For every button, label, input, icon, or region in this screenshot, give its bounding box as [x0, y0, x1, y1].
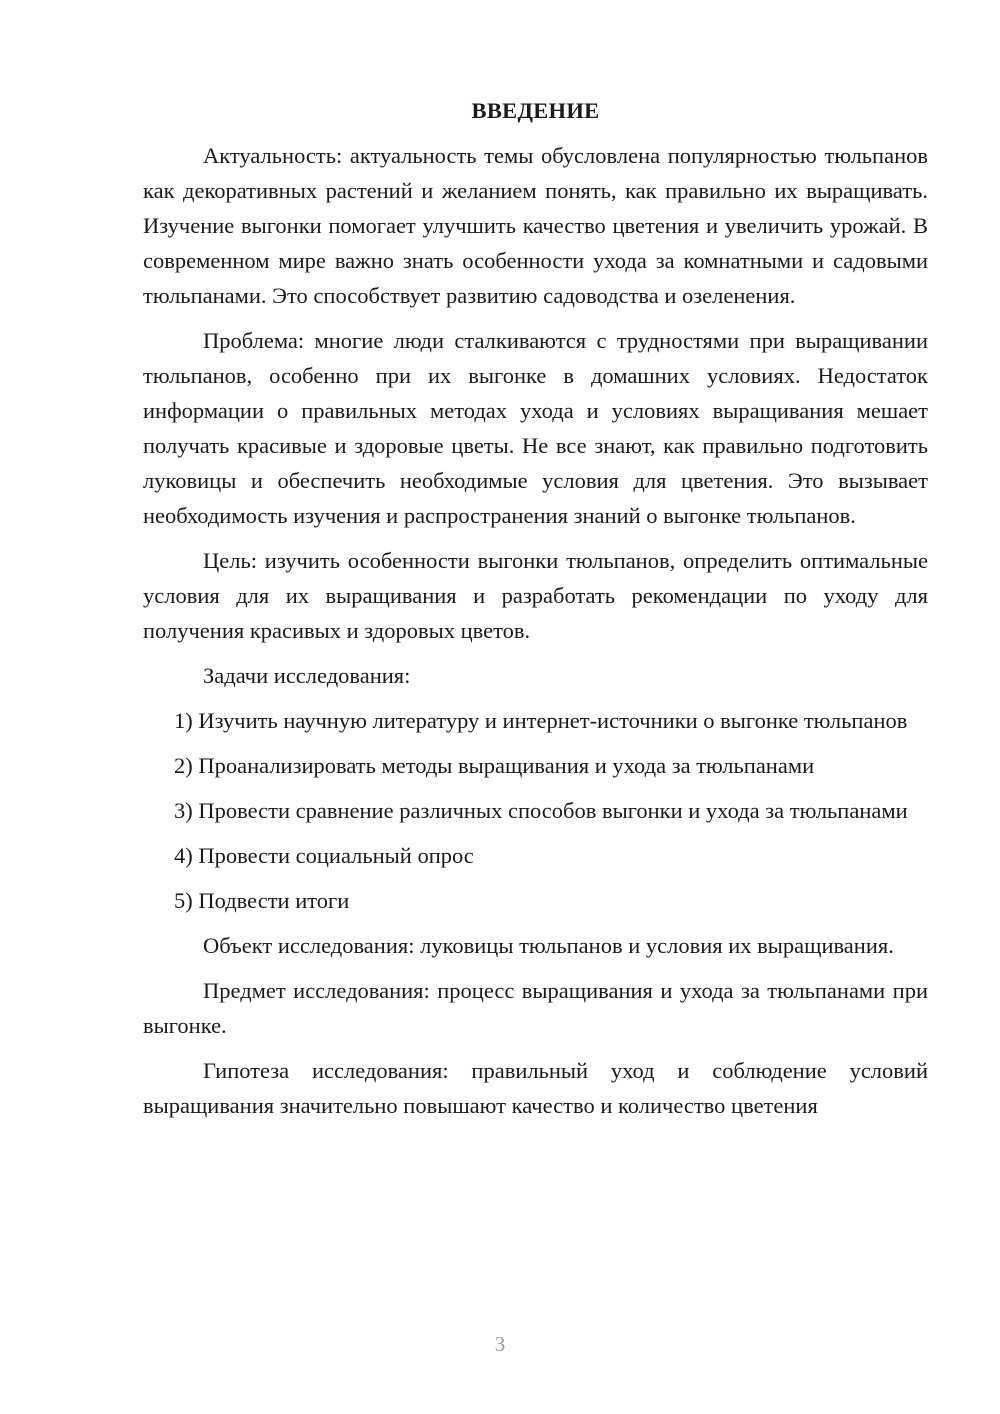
paragraph-tasks-heading: Задачи исследования:: [203, 663, 411, 688]
paragraph-hypothesis: Гипотеза исследования: правильный уход и соблюдение условий выращивания значительно повышают качество и количество цветения: [143, 1058, 928, 1118]
page-content: [143, 93, 928, 1133]
list-item: 5) Подвести итоги: [174, 888, 350, 913]
tasks-list: [143, 703, 928, 918]
paragraph-relevance: Актуальность: актуальность темы обусловлена популярностью тюльпанов как декоративных растений и желанием понять, как правильно их выращивать. Изучение выгонки помогает улучшить качество цветения и увеличить урожай. В современном мире важно знать особенности ухода за комнатными и садовыми тюльпанами. Это способствует развитию садоводства и озеленения.: [143, 143, 928, 308]
paragraph-subject: Предмет исследования: процесс выращивания и ухода за тюльпанами при выгонке.: [143, 978, 928, 1038]
paragraph-problem: Проблема: многие люди сталкиваются с трудностями при выращивании тюльпанов, особенно при их выгонке в домашних условиях. Недостаток информации о правильных методах ухода и условиях выращивания мешает получать красивые и здоровые цветы. Не все знают, как правильно подготовить луковицы и обеспечить необходимые условия для цветения. Это вызывает необходимость изучения и распространения знаний о выгонке тюльпанов.: [143, 328, 928, 528]
list-item: 3) Провести сравнение различных способов выгонки и ухода за тюльпанами: [174, 798, 908, 823]
page-number: 3: [494, 1332, 506, 1356]
list-item: 1) Изучить научную литературу и интернет-источники о выгонке тюльпанов: [174, 708, 908, 733]
paragraph-object: Объект исследования: луковицы тюльпанов и условия их выращивания.: [203, 933, 894, 958]
list-item: 2) Проанализировать методы выращивания и ухода за тюльпанами: [174, 753, 815, 778]
list-item: 4) Провести социальный опрос: [174, 843, 474, 868]
section-title: ВВЕДЕНИЕ: [471, 98, 600, 123]
paragraph-goal: Цель: изучить особенности выгонки тюльпанов, определить оптимальные условия для их выращивания и разработать рекомендации по уходу для получения красивых и здоровых цветов.: [143, 548, 928, 643]
